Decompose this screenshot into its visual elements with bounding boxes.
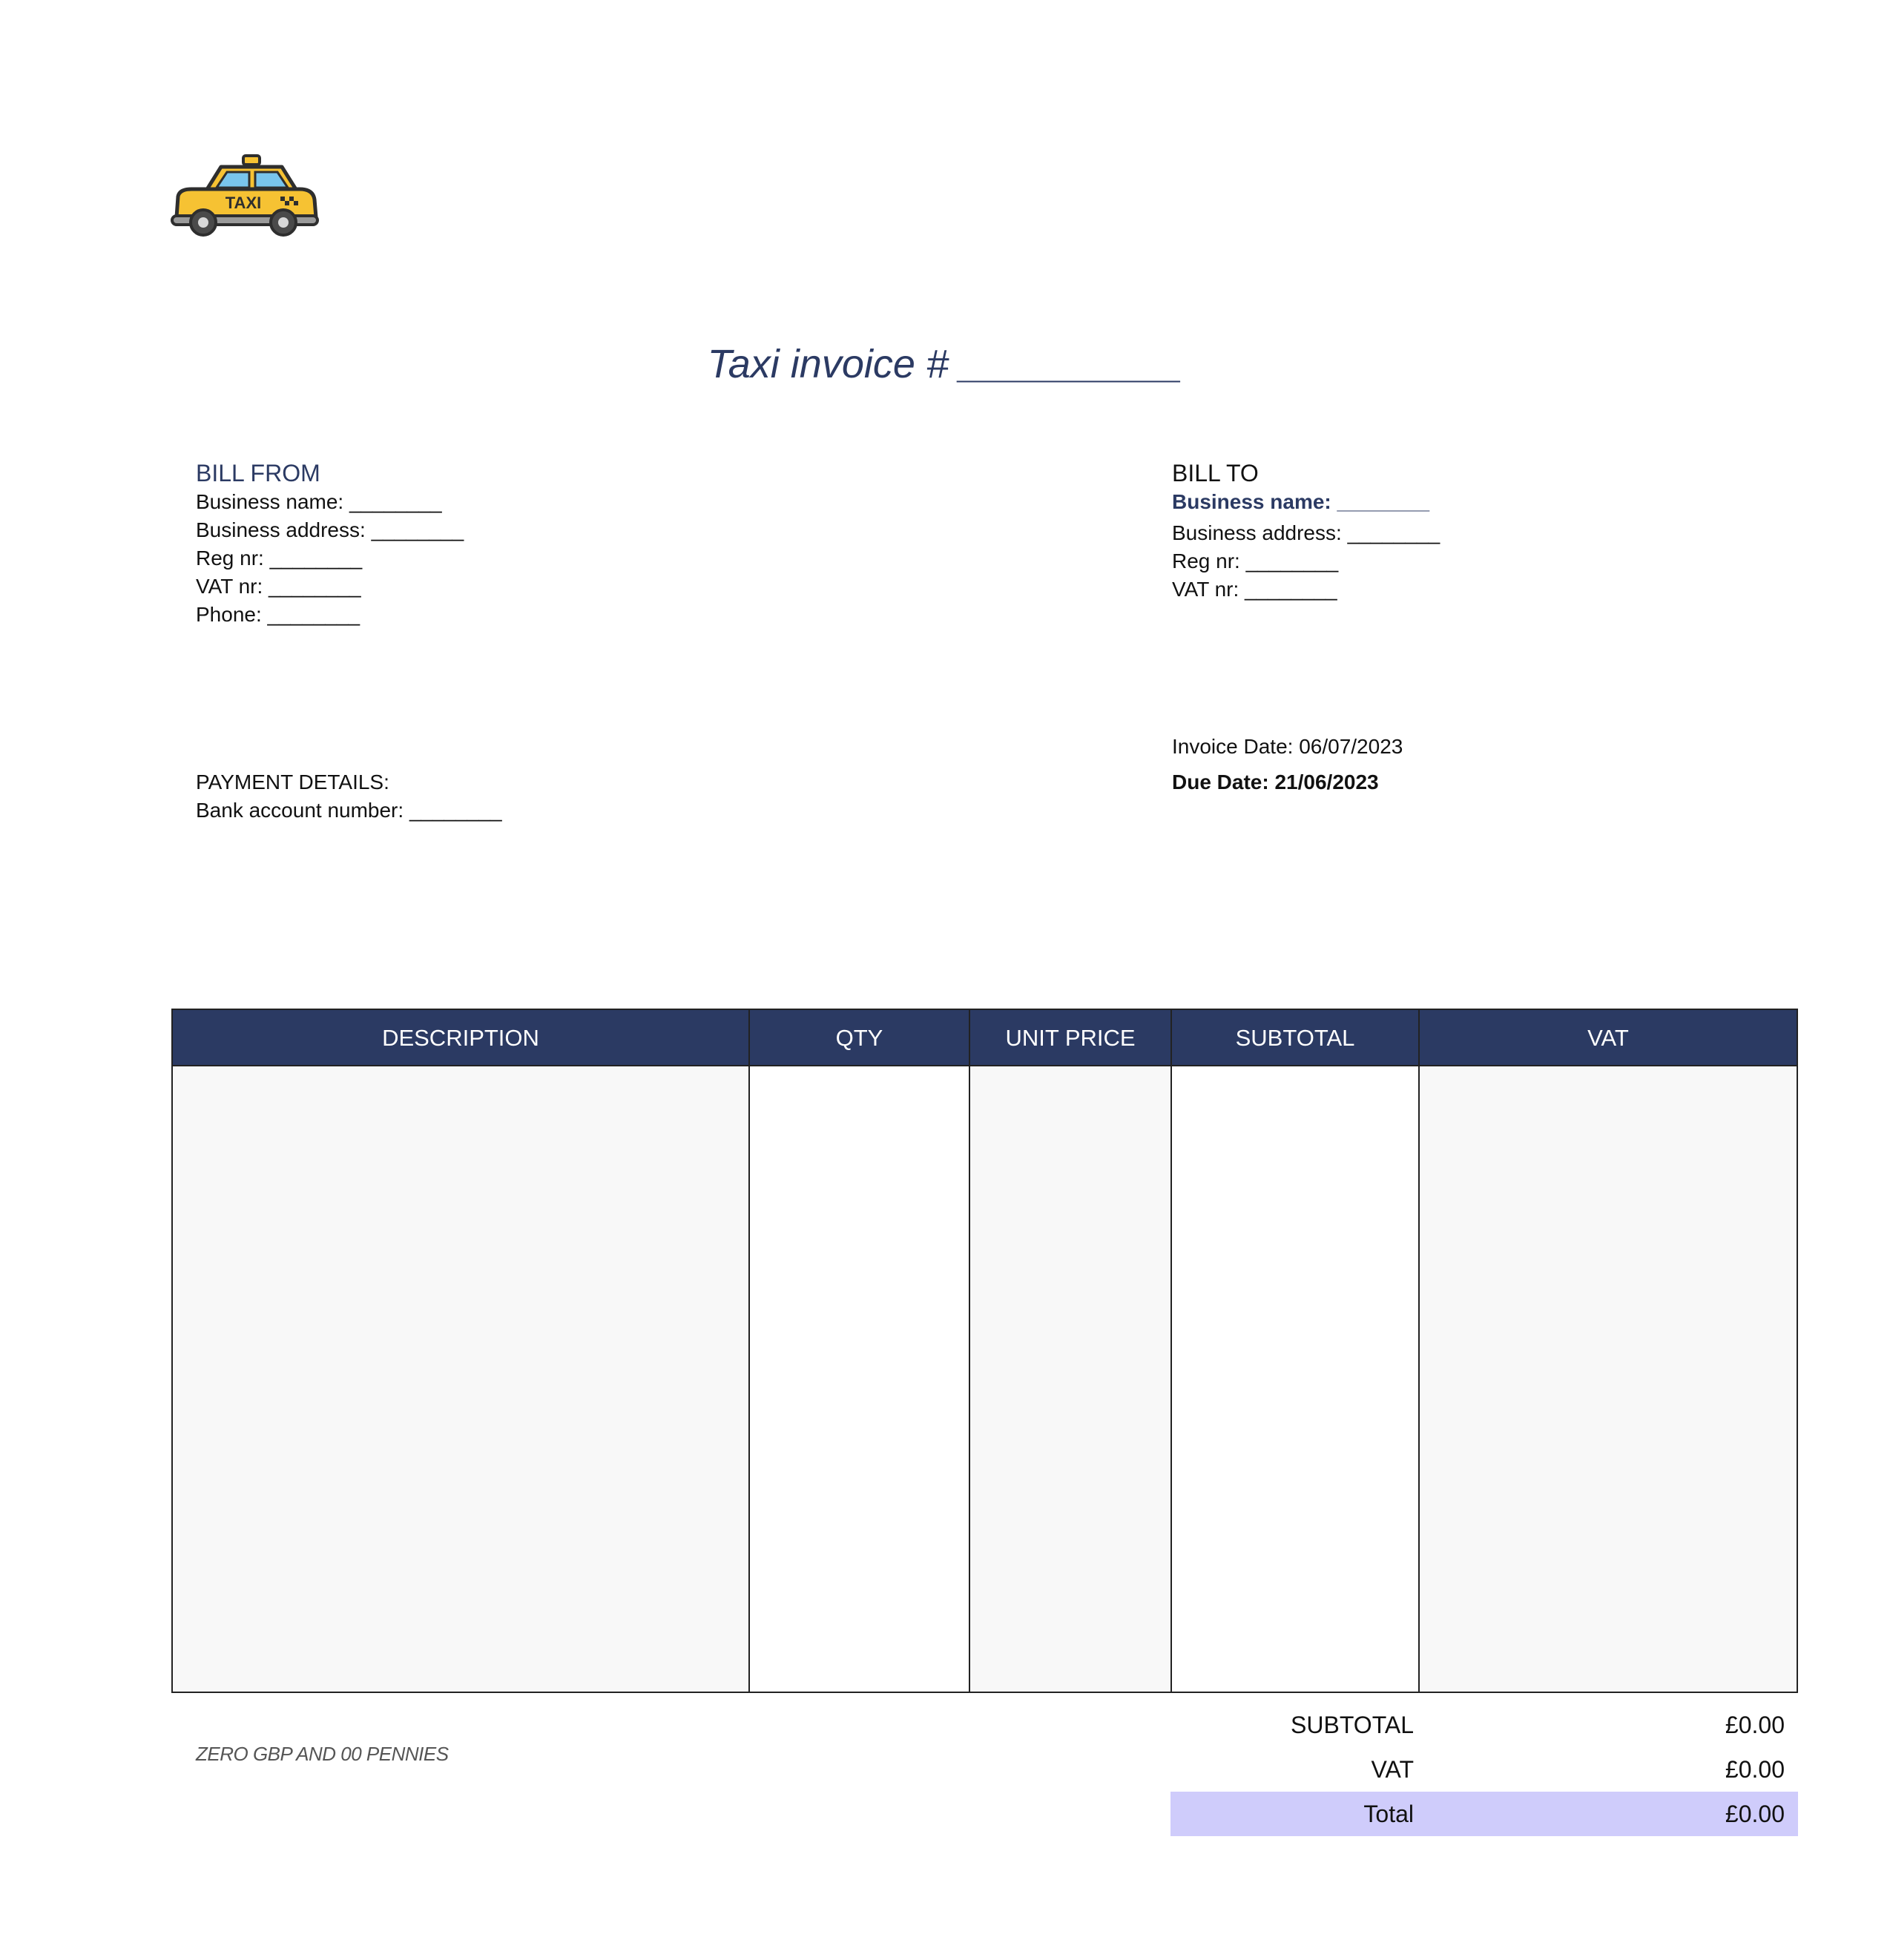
bill-from-phone: Phone: ________ <box>196 603 360 626</box>
bank-account-number: Bank account number: ________ <box>196 799 502 822</box>
column-header-unit-price: UNIT PRICE <box>970 1010 1170 1066</box>
bill-to-business-name: Business name: ________ <box>1172 490 1430 513</box>
bill-from-reg-nr: Reg nr: ________ <box>196 547 363 570</box>
subtotal-row <box>1170 1703 1798 1747</box>
column-header-vat: VAT <box>1420 1010 1797 1066</box>
bill-to-section <box>1172 458 1440 604</box>
column-header-subtotal: SUBTOTAL <box>1172 1010 1418 1066</box>
vat-value: £0.00 <box>1725 1756 1785 1783</box>
total-label: Total <box>1363 1801 1414 1827</box>
amount-in-words: ZERO GBP AND 00 PENNIES <box>196 1743 449 1765</box>
bill-from-business-address: Business address: ________ <box>196 518 464 541</box>
line-items-table <box>171 1009 1798 1693</box>
dates-section <box>1172 733 1403 796</box>
bill-from-business-name: Business name: ________ <box>196 490 442 513</box>
bill-to-heading: BILL TO <box>1172 460 1259 486</box>
column-header-description: DESCRIPTION <box>173 1010 748 1066</box>
invoice-date: Invoice Date: 06/07/2023 <box>1172 735 1403 758</box>
due-date: Due Date: 21/06/2023 <box>1172 771 1379 793</box>
vat-row <box>1170 1747 1798 1792</box>
column-description <box>173 1010 750 1692</box>
bill-from-section <box>196 458 464 629</box>
total-row <box>1170 1792 1798 1836</box>
bill-from-vat-nr: VAT nr: ________ <box>196 575 361 598</box>
bill-from-heading: BILL FROM <box>196 460 320 486</box>
column-qty <box>750 1010 970 1692</box>
total-value: £0.00 <box>1725 1801 1785 1827</box>
invoice-title: Taxi invoice # __________ <box>707 342 1183 386</box>
taxi-icon <box>169 152 320 238</box>
column-subtotal <box>1172 1010 1420 1692</box>
bill-to-business-address: Business address: ________ <box>1172 521 1440 544</box>
column-header-qty: QTY <box>750 1010 969 1066</box>
bill-to-reg-nr: Reg nr: ________ <box>1172 550 1339 573</box>
bill-to-vat-nr: VAT nr: ________ <box>1172 578 1337 601</box>
subtotal-value: £0.00 <box>1725 1712 1785 1738</box>
column-unit-price <box>970 1010 1172 1692</box>
payment-details-section <box>196 768 502 825</box>
vat-label: VAT <box>1371 1756 1414 1783</box>
logo-text: TAXI <box>225 194 262 212</box>
payment-details-heading: PAYMENT DETAILS: <box>196 771 389 793</box>
subtotal-label: SUBTOTAL <box>1291 1712 1414 1738</box>
column-vat <box>1420 1010 1797 1692</box>
